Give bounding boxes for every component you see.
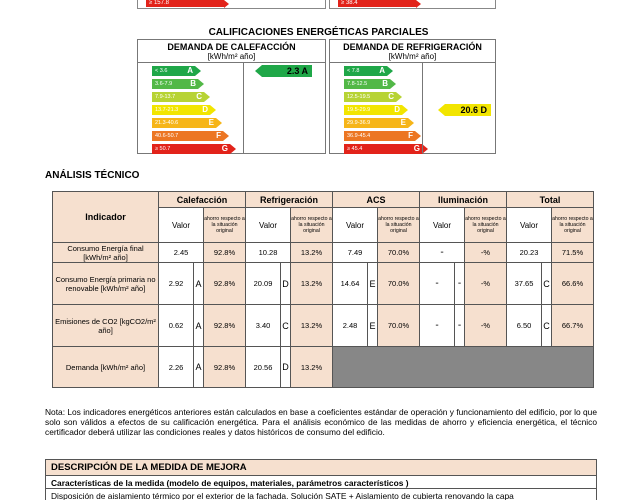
rank-range-label: < 7.8 — [347, 68, 360, 74]
previous-scale-remnant-left — [137, 0, 326, 9]
calefaccion-scale — [138, 62, 325, 153]
cell-class: A — [194, 305, 204, 347]
mejora-section — [45, 459, 597, 500]
header-ahorro: ahorro respecto a la situación original — [465, 208, 507, 243]
rank-range-label: < 3.6 — [155, 68, 168, 74]
cell-ahorro: 70.0% — [378, 305, 420, 347]
table-row — [53, 305, 594, 347]
calefaccion-title: DEMANDA DE CALEFACCIÓN — [167, 42, 296, 52]
calefaccion-unit: [kWh/m² año] — [207, 52, 256, 61]
cell-ahorro: 13.2% — [291, 263, 333, 305]
rank-b-bar — [344, 79, 390, 89]
mejora-subtitle: Características de la medida (modelo de equipos, materiales, parámetros característicos ) — [46, 476, 596, 489]
rank-range-label: 19.5-29.9 — [347, 107, 371, 113]
rank-a-bar — [344, 66, 387, 76]
mejora-title: DESCRIPCIÓN DE LA MEDIDA DE MEJORA — [46, 460, 596, 476]
rank-letter: F — [408, 131, 413, 140]
rank-d-bar — [344, 105, 402, 115]
rank-f-bar — [152, 131, 223, 141]
cell-ahorro: 92.8% — [204, 263, 246, 305]
rank-range-label: ≥ 157.8 — [149, 0, 169, 6]
rank-g-bar — [344, 144, 422, 154]
rank-e-bar — [344, 118, 408, 128]
cell-ahorro: -% — [465, 305, 507, 347]
cell-ahorro: 13.2% — [291, 305, 333, 347]
cell-value: 20.09 — [246, 263, 281, 305]
cell-ahorro: 92.8% — [204, 243, 246, 263]
cell-value: 6.50 — [507, 305, 542, 347]
cell-ahorro: 66.7% — [552, 305, 594, 347]
header-ahorro: ahorro respecto a la situación original — [204, 208, 246, 243]
cell-value: 20.23 — [507, 243, 552, 263]
rank-c-bar — [152, 92, 204, 102]
rank-letter: E — [208, 118, 214, 127]
rank-letter: A — [187, 66, 193, 75]
cell-value: 2.48 — [333, 305, 368, 347]
cell-class: A — [194, 263, 204, 305]
refrigeracion-rating-box — [329, 39, 496, 154]
table-row — [53, 263, 594, 305]
cell-class: C — [281, 305, 291, 347]
cell-value: - — [420, 263, 455, 305]
rank-b-bar — [152, 79, 198, 89]
rank-letter: F — [216, 131, 221, 140]
cell-value: 3.40 — [246, 305, 281, 347]
rank-range-label: 7.8-12.5 — [347, 81, 368, 87]
scale-divider — [243, 62, 244, 153]
analisis-tecnico-table — [52, 191, 594, 388]
rank-letter: B — [382, 79, 388, 88]
cell-value: - — [420, 243, 465, 263]
header-valor: Valor — [420, 208, 465, 243]
calefaccion-rating-box — [137, 39, 326, 154]
cell-ahorro: 92.8% — [204, 305, 246, 347]
cell-ahorro: 71.5% — [552, 243, 594, 263]
header-ahorro: ahorro respecto a la situación original — [552, 208, 594, 243]
cell-class: - — [455, 263, 465, 305]
cell-value: 20.56 — [246, 347, 281, 388]
rank-range-label: 13.7-21.3 — [155, 107, 179, 113]
cell-ahorro: 70.0% — [378, 243, 420, 263]
cell-value: 2.45 — [159, 243, 204, 263]
cell-ahorro: -% — [465, 263, 507, 305]
cell-ahorro: 13.2% — [291, 243, 333, 263]
cell-value: 0.62 — [159, 305, 194, 347]
not-applicable-area — [333, 347, 594, 388]
header-valor: Valor — [246, 208, 291, 243]
result-label: 2.3 A — [286, 66, 308, 76]
rank-letter: B — [190, 79, 196, 88]
cell-ahorro: 92.8% — [204, 347, 246, 388]
rank-f-bar — [344, 131, 415, 141]
header-ahorro: ahorro respecto a la situación original — [291, 208, 333, 243]
cell-class: E — [368, 263, 378, 305]
rank-letter: D — [202, 105, 208, 114]
cell-value: 2.92 — [159, 263, 194, 305]
cell-class: D — [281, 347, 291, 388]
result-indicator — [445, 104, 491, 116]
rank-letter: G — [221, 144, 228, 153]
rank-letter: C — [388, 92, 394, 101]
cell-value: 10.28 — [246, 243, 291, 263]
cell-ahorro: 70.0% — [378, 263, 420, 305]
header-acs: ACS — [333, 192, 420, 208]
nota-text: Nota: Los indicadores energéticos anteriores están calculados en base a coeficientes estándar de operación y funcionamiento del edificio, por lo que solo son válidos a efectos de su calificación energética. Para el análisis económico de las medidas de ahorro y eficiencia energética, el técnico certificador deberá utilizar las condiciones reales y datos históricos de consumo del edificio. — [45, 407, 597, 437]
row-label: Consumo Energía primaria no renovable [kWh/m² año] — [53, 263, 159, 305]
cell-value: 37.65 — [507, 263, 542, 305]
result-indicator — [262, 65, 312, 77]
rank-range-label: ≥ 45.4 — [347, 146, 363, 152]
rank-g-bar — [146, 0, 224, 7]
row-label: Consumo Energía final [kWh/m² año] — [53, 243, 159, 263]
rank-e-bar — [152, 118, 216, 128]
header-valor: Valor — [507, 208, 552, 243]
rank-g-bar — [338, 0, 416, 7]
rank-letter: A — [379, 66, 385, 75]
table-row — [53, 243, 594, 263]
result-label: 20.6 D — [460, 105, 487, 115]
rank-range-label: 29.9-36.9 — [347, 120, 371, 126]
analisis-tecnico-title: ANÁLISIS TÉCNICO — [45, 170, 140, 181]
header-calefaccion: Calefacción — [159, 192, 246, 208]
previous-scale-remnant-right — [329, 0, 496, 9]
row-label: Demanda [kWh/m² año] — [53, 347, 159, 388]
rank-range-label: 36.9-45.4 — [347, 133, 371, 139]
header-iluminacion: Iluminación — [420, 192, 507, 208]
rank-range-label: 12.5-19.5 — [347, 94, 371, 100]
header-total: Total — [507, 192, 594, 208]
row-label: Emisiones de CO2 [kgCO2/m² año] — [53, 305, 159, 347]
header-refrigeracion: Refrigeración — [246, 192, 333, 208]
scale-divider — [422, 62, 423, 153]
cell-class: E — [368, 305, 378, 347]
cell-class: D — [281, 263, 291, 305]
cell-value: - — [420, 305, 455, 347]
rank-g-bar — [152, 144, 230, 154]
table-row — [53, 347, 594, 388]
rank-letter: G — [413, 144, 420, 153]
rank-range-label: ≥ 38.4 — [341, 0, 358, 6]
cell-ahorro: 13.2% — [291, 347, 333, 388]
rank-letter: D — [394, 105, 400, 114]
rank-range-label: 3.6-7.9 — [155, 81, 173, 87]
refrigeracion-title: DEMANDA DE REFRIGERACIÓN — [343, 42, 482, 52]
rank-range-label: 21.3-40.6 — [155, 120, 179, 126]
cell-class: A — [194, 347, 204, 388]
cell-class: - — [455, 305, 465, 347]
header-indicador: Indicador — [53, 192, 159, 243]
rank-d-bar — [152, 105, 210, 115]
cell-class: C — [542, 263, 552, 305]
rank-c-bar — [344, 92, 396, 102]
cell-ahorro: -% — [465, 243, 507, 263]
cell-ahorro: 66.6% — [552, 263, 594, 305]
cell-value: 2.26 — [159, 347, 194, 388]
cell-value: 14.64 — [333, 263, 368, 305]
rank-range-label: 7.9-13.7 — [155, 94, 176, 100]
refrigeracion-scale — [330, 62, 495, 153]
rank-range-label: 40.6-50.7 — [155, 133, 179, 139]
rank-a-bar — [152, 66, 195, 76]
header-valor: Valor — [159, 208, 204, 243]
rank-letter: E — [400, 118, 406, 127]
rank-letter: C — [196, 92, 202, 101]
header-valor: Valor — [333, 208, 378, 243]
cell-class: C — [542, 305, 552, 347]
rank-range-label: ≥ 50.7 — [155, 146, 171, 152]
mejora-text: Disposición de aislamiento térmico por el exterior de la fachada. Solución SATE + Aislamiento de cubierta renovando la capa — [51, 491, 514, 500]
parciales-heading: CALIFICACIONES ENERGÉTICAS PARCIALES — [208, 27, 429, 38]
header-ahorro: ahorro respecto a la situación original — [378, 208, 420, 243]
cell-value: 7.49 — [333, 243, 378, 263]
refrigeracion-unit: [kWh/m² año] — [388, 52, 437, 61]
